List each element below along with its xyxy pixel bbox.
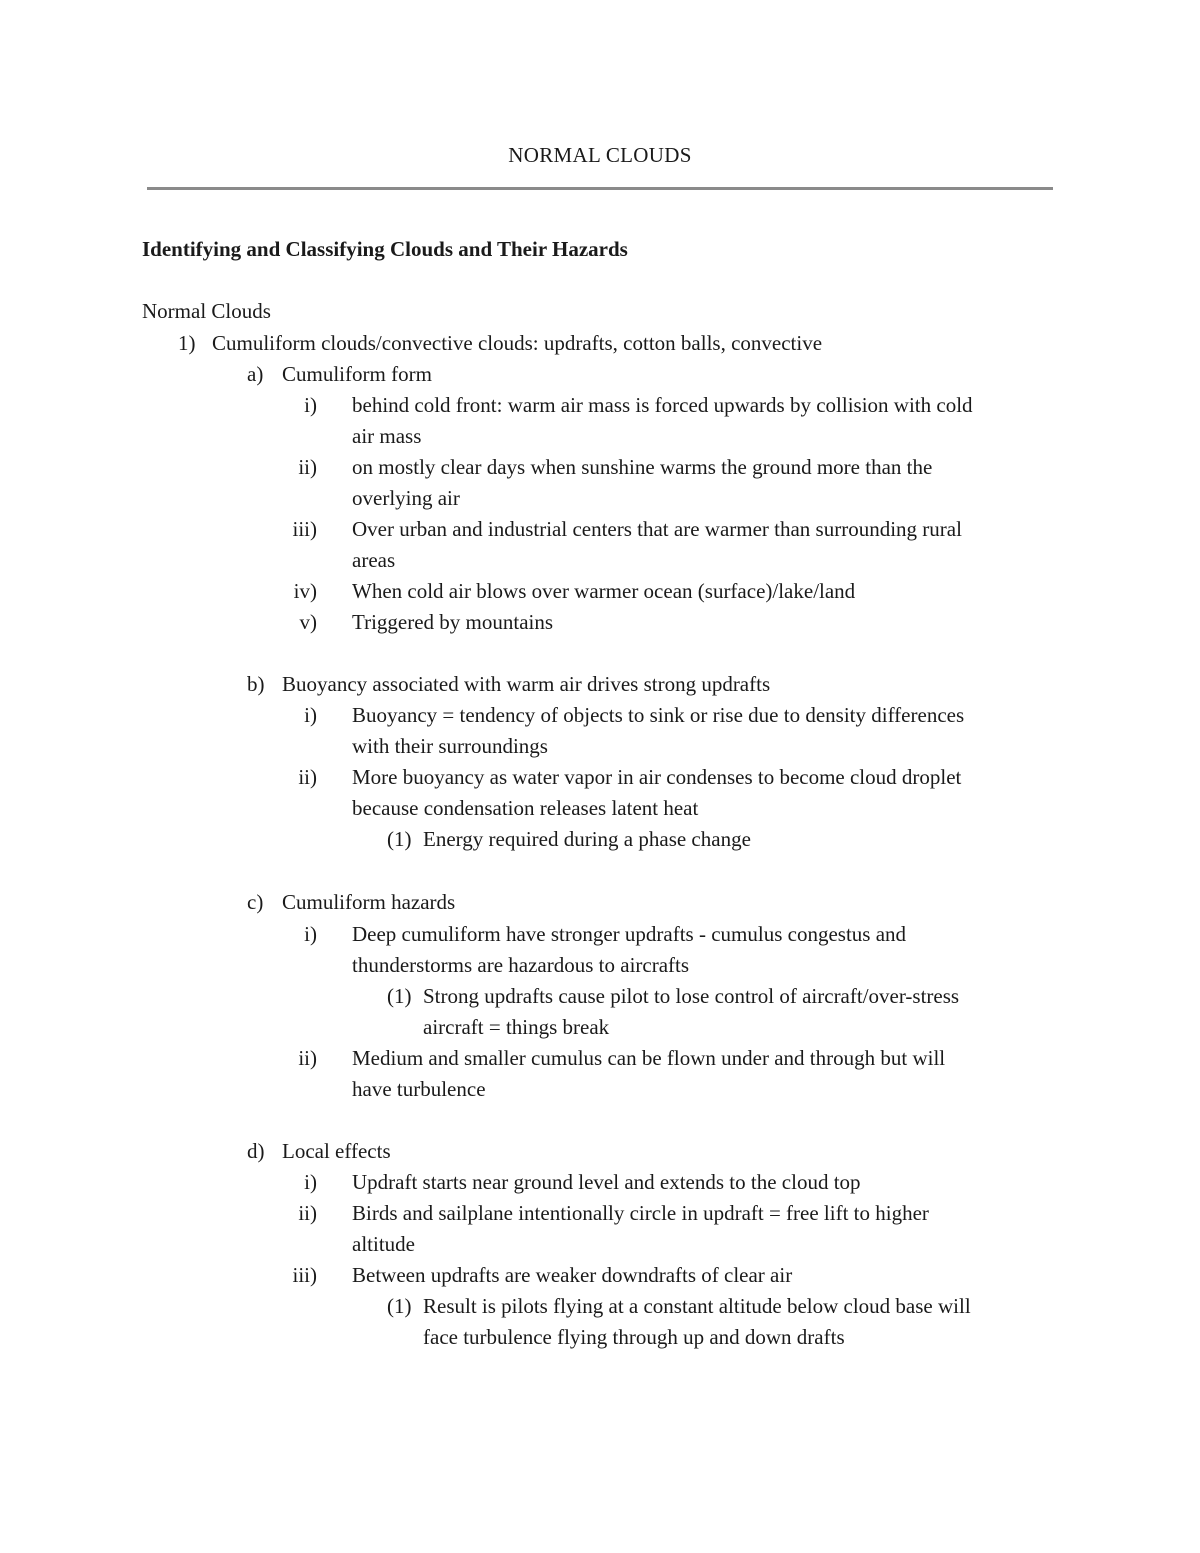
list-item-a-i-line2: air mass [352,424,422,448]
section-heading: Normal Clouds [142,299,271,323]
list-marker-a-iv: iv) [293,579,317,603]
list-item-c-text: Cumuliform hazards [282,890,456,914]
list-marker-d-iii: iii) [292,1263,317,1287]
list-item-a-text: Cumuliform form [282,362,432,386]
header-divider [147,187,1053,190]
list-item-b-ii-line2: because condensation releases latent heat [352,796,699,820]
list-marker-a-ii: ii) [298,455,317,479]
list-item-c-i-line1: Deep cumuliform have stronger updrafts - cumulus congestus and [352,922,907,946]
list-marker-a-i: i) [304,393,317,417]
list-marker-b-ii-1: (1) [387,827,412,851]
list-item-c-i-line2: thunderstorms are hazardous to aircrafts [352,953,690,977]
list-item-b-ii-1-line1: Energy required during a phase change [423,827,751,851]
list-item-d-iii-1-line1: Result is pilots flying at a constant altitude below cloud base will [423,1294,971,1318]
list-marker-d: d) [247,1139,265,1163]
list-item-1-text: Cumuliform clouds/convective clouds: updrafts, cotton balls, convective [212,331,823,355]
list-item-b-i-line2: with their surroundings [352,734,548,758]
list-marker-a-iii: iii) [292,517,317,541]
list-item-a-v-line1: Triggered by mountains [352,610,554,634]
list-item-c-i-1-line2: aircraft = things break [423,1015,610,1039]
list-item-a-ii-line2: overlying air [352,486,460,510]
list-item-c-i-1-line1: Strong updrafts cause pilot to lose control of aircraft/over-stress [423,984,960,1008]
list-marker-c-i-1: (1) [387,984,412,1008]
list-item-a-ii-line1: on mostly clear days when sunshine warms the ground more than the [352,455,933,479]
list-marker-a-v: v) [299,610,317,634]
list-item-a-i-line1: behind cold front: warm air mass is forced upwards by collision with cold [352,393,973,417]
list-item-b-i-line1: Buoyancy = tendency of objects to sink or rise due to density differences [352,703,965,727]
list-item-a-iii-line2: areas [352,548,396,572]
list-item-b-text: Buoyancy associated with warm air drives strong updrafts [282,672,771,696]
list-marker-c-ii: ii) [298,1046,317,1070]
list-item-d-iii-line1: Between updrafts are weaker downdrafts of clear air [352,1263,793,1287]
list-item-d-ii-line2: altitude [352,1232,415,1256]
list-item-c-ii-line1: Medium and smaller cumulus can be flown under and through but will [352,1046,946,1070]
list-item-a-iii-line1: Over urban and industrial centers that are warmer than surrounding rural [352,517,962,541]
list-marker-d-i: i) [304,1170,317,1194]
list-item-c-ii-line2: have turbulence [352,1077,486,1101]
list-item-d-ii-line1: Birds and sailplane intentionally circle in updraft = free lift to higher [352,1201,929,1225]
list-item-d-text: Local effects [282,1139,391,1163]
list-marker-c-i: i) [304,922,317,946]
list-marker-d-iii-1: (1) [387,1294,412,1318]
list-marker-b-ii: ii) [298,765,317,789]
list-item-d-i-line1: Updraft starts near ground level and extends to the cloud top [352,1170,861,1194]
page-header: NORMAL CLOUDS [508,143,692,167]
list-marker-a: a) [247,362,264,386]
list-marker-d-ii: ii) [298,1201,317,1225]
list-marker-c: c) [247,890,264,914]
document-title: Identifying and Classifying Clouds and Their Hazards [142,237,628,261]
list-marker-1: 1) [178,331,196,355]
list-item-a-iv-line1: When cold air blows over warmer ocean (surface)/lake/land [352,579,856,603]
list-marker-b-i: i) [304,703,317,727]
list-item-d-iii-1-line2: face turbulence flying through up and down drafts [423,1325,845,1349]
list-marker-b: b) [247,672,265,696]
list-item-b-ii-line1: More buoyancy as water vapor in air condenses to become cloud droplet [352,765,962,789]
